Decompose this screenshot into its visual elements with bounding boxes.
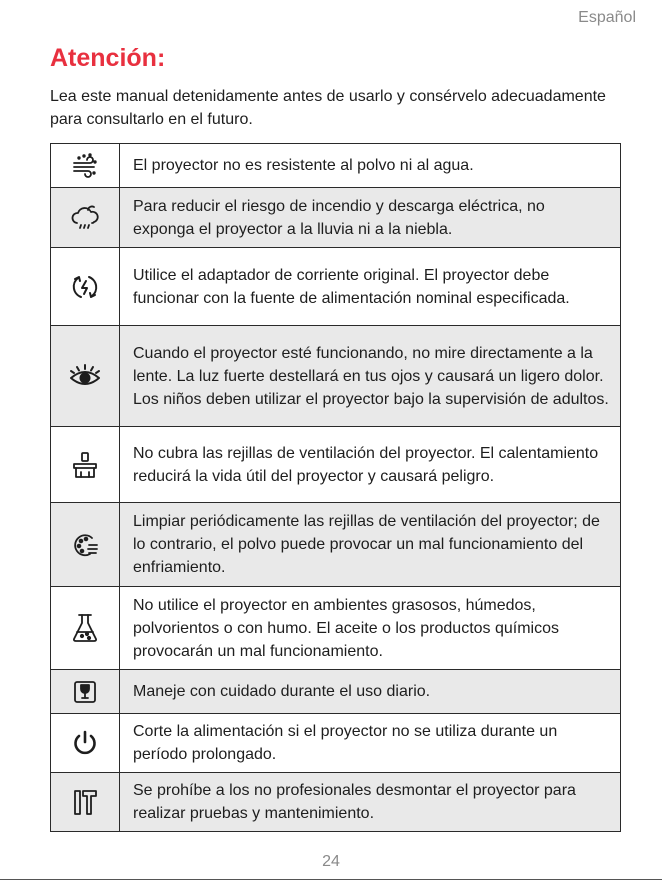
warning-row	[51, 714, 621, 773]
bottom-divider	[0, 879, 662, 880]
warning-text: Se prohíbe a los no profesionales desmontar el proyector para realizar pruebas y mantenimiento.	[120, 773, 621, 832]
warning-row	[51, 427, 621, 503]
language-label: Español	[578, 9, 636, 26]
warning-row	[51, 248, 621, 326]
eye-icon	[51, 362, 119, 390]
warning-text: Utilice el adaptador de corriente original. El proyector debe funcionar con la fuente de alimentación nominal especificada.	[120, 248, 621, 326]
power-icon	[51, 729, 119, 757]
warning-text: No utilice el proyector en ambientes grasosos, húmedos, polvorientos o con humo. El aceite o los productos químicos provocarán un mal funcionamiento.	[120, 587, 621, 670]
intro-text: Lea este manual detenidamente antes de usarlo y consérvelo adecuadamente para consultarlo en el futuro.	[50, 88, 606, 128]
warning-text: Cuando el proyector esté funcionando, no mire directamente a la lente. La luz fuerte destellará en tus ojos y causará un ligero dolor. Los niños deben utilizar el proyector bajo la supervisión de adultos.	[120, 326, 621, 427]
cleaning-icon	[51, 530, 119, 560]
tools-icon	[51, 787, 119, 817]
warning-text: Maneje con cuidado durante el uso diario.	[120, 670, 621, 714]
warning-text: El proyector no es resistente al polvo ni al agua.	[120, 144, 621, 188]
page-title: Atención:	[50, 44, 166, 72]
warning-row	[51, 670, 621, 714]
power-adapter-icon	[51, 272, 119, 302]
wind-dust-icon	[51, 151, 119, 181]
warning-row	[51, 188, 621, 248]
rain-cloud-icon	[51, 202, 119, 234]
warning-text: Para reducir el riesgo de incendio y descarga eléctrica, no exponga el proyector a la lluvia ni a la niebla.	[120, 188, 621, 248]
warning-row	[51, 144, 621, 188]
warning-row	[51, 503, 621, 587]
warning-text: No cubra las rejillas de ventilación del proyector. El calentamiento reducirá la vida útil del proyector y causará peligro.	[120, 427, 621, 503]
warnings-table	[50, 143, 621, 832]
page-number: 24	[322, 853, 340, 870]
flask-icon	[51, 612, 119, 644]
ventilation-icon	[51, 450, 119, 480]
fragile-icon	[51, 680, 119, 704]
warning-text: Limpiar periódicamente las rejillas de ventilación del proyector; de lo contrario, el polvo puede provocar un mal funcionamiento del enfriamiento.	[120, 503, 621, 587]
warning-row	[51, 773, 621, 832]
warning-row	[51, 587, 621, 670]
warning-row	[51, 326, 621, 427]
warning-text: Corte la alimentación si el proyector no se utiliza durante un período prolongado.	[120, 714, 621, 773]
